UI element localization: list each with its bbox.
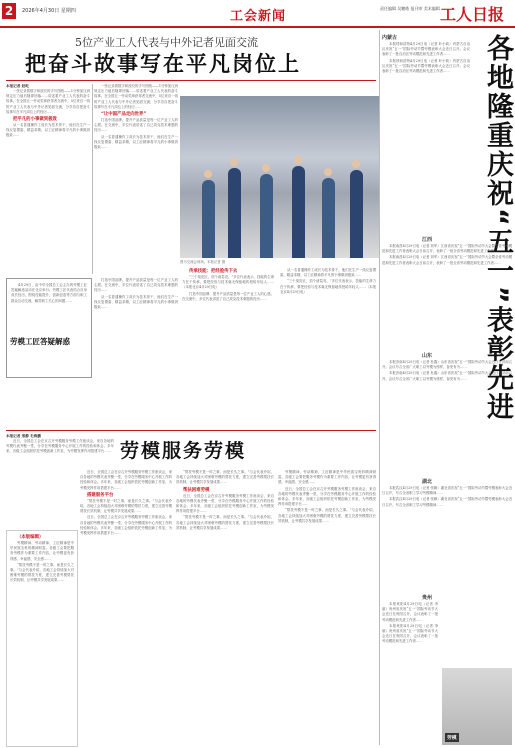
article2-column-2: “帮扶劳模不是一时之事，而是长久之事。”与会代表介绍，各地工会持续加大对困难劳模的帮扶力度，建立完善劳模帮扶长效机制，让劳模共享发展成果…… 帮扶困难劳模 近日，全国总工会在京召开劳模服务劳模工作座谈会，来自各地的劳模代表齐聚一堂，分享在劳模服务中心开展工作的经验和体会。多年来，各级工会组织依托劳模创新工作室，为劳模发挥作用搭建平台…… “帮扶劳模不是一时之事，而是长久之事。”与会代表介绍，各地工会持续加大对困难劳模的帮扶力度，建立完善劳模帮扶长效机制，让劳模共享发展成果…… (176, 470, 274, 530)
article-subhead: 5位产业工人代表与中外记者见面交流 (75, 36, 258, 49)
article-column-3 (182, 268, 274, 428)
photo-caption: 图为交流会现场。本报记者 摄 (180, 260, 226, 264)
article-paragraph: 打造中国品牌、提升产品质量是每一位产业工人的心愿。在交流中，多位代表讲述了自己攻克技术难题的经历…… (182, 291, 274, 301)
event-photo (180, 96, 380, 258)
region-news-2: 本报南昌4月29日电（记者 刘军）江西省庆祝“五一”国际劳动节大会暨全省劳动模范和先进工作者表彰大会日前召开，表彰了一批全省劳动模范和先进工作者…… 本报南昌4月29日电（记者 刘军）江西省庆祝“五一”国际劳动节大会暨全省劳动模范和先进工作者表彰大会日前召开，表彰了一批全省劳动模范和先进工作者…… (382, 244, 512, 265)
article-paragraph: 从一名普通操作工成长为技术骨干，他们在生产一线反复摸索、精益求精，以工匠精神将平凡的小事做到极致…… (6, 123, 90, 138)
article-paragraph: 从一名普通操作工成长为技术骨干，他们在生产一线反复摸索、精益求精，以工匠精神将平凡的小事做到极致…… (94, 134, 178, 150)
region-title-4: 湖北 (421, 479, 432, 485)
article-subtitle: “让中国产品走向世界” (101, 112, 147, 118)
region-news-5: 本报贵阳4月29日电（记者 李丽）贵州省庆祝“五一”国际劳动节大会近日在贵阳召开，会议表彰了一批劳动模范和先进工作者…… 本报贵阳4月29日电（记者 李丽）贵州省庆祝“五一”国际劳动节大会近日在贵阳召开，会议表彰了一批劳动模范和先进工作者…… (382, 602, 438, 644)
article-headline: 把奋斗故事写在平凡岗位上 (25, 52, 301, 76)
qa-box (6, 278, 92, 378)
article-paragraph: 一张记录着数字和波纹的手写图纸——1分钟加压到规定压力值后随即回落……讲述着产业工人代表的奋斗故事。在全国五一劳动奖章获得者交流中，5位来自一线的产业工人代表与中外记者见面交流，分享各自把奋斗故事写在平凡岗位上的经历…… (94, 84, 178, 109)
region-title-3: 山东 (421, 353, 432, 359)
page-number: 2 (2, 3, 16, 19)
region-news-3: 本报济南4月29日电（记者 杜鑫）山东省庆祝“五一”国际劳动节大会近日在济南召开。会议号召全省广大职工以劳模为榜样，奋发有为…… 本报济南4月29日电（记者 杜鑫）山东省庆祝“五一”国际劳动节大会近日在济南召开。会议号召全省广大职工以劳模为榜样，奋发有为…… (382, 360, 512, 381)
bottom-photo-caption: 劳模 (445, 733, 459, 742)
masthead (0, 0, 515, 28)
right-column-header: 内蒙古 (382, 35, 398, 41)
editorial-sidebar: （本版编辑） 劳模精神、劳动精神、工匠精神是中华民族宝贵的精神财富。各级工会要把服务劳模作为重要工作内容，让劳模更有获得感、幸福感、安全感…… “帮扶劳模不是一时之事，而是长久之事。”与会代表介绍，各地工会持续加大对困难劳模的帮扶力度，建立完善劳模帮扶长效机制，让劳模共享发展成果…… (6, 530, 78, 747)
section-title: 工会新闻 (230, 9, 287, 24)
issue-date: 2026年4月30日 星期四 (22, 8, 76, 14)
article-paragraph: “三个臭皮匠，顶个诸葛亮。”多位代表表示，技能的生命力在于传承，要把经验与技术毫无保留地传授给年轻人……（本报北京4月29日电） (280, 279, 376, 294)
right-vertical-headline: 各地隆重庆祝“五一”表彰先进 (482, 34, 513, 422)
article-paragraph: “三个臭皮匠，顶个诸葛亮。”多位代表表示，技能的生命力在于传承，要把经验与技术毫无保留地传授给年轻人……（本报北京4月29日电） (182, 275, 274, 290)
article-column-4 (280, 268, 376, 428)
region-title-2: 江西 (421, 237, 432, 243)
article2-byline: 本报记者 邢静 毛海鹏 (6, 434, 41, 438)
article-byline: 本报记者 赵屹 (6, 84, 29, 88)
headline-rule (6, 80, 376, 81)
region-news-4: 本报武汉4月29日电（记者 张翀）湖北省庆祝“五一”国际劳动节暨劳模表彰大会近日召开，号召全省职工学习劳模精神…… 本报武汉4月29日电（记者 张翀）湖北省庆祝“五一”国际劳动节暨劳模表彰大会近日召开，号召全省职工学习劳模精神…… (382, 486, 512, 507)
region-news-1: 本报呼和浩特4月29日电（记者 叶小莉）内蒙古自治区庆祝“五一”国际劳动节暨劳模表彰大会近日召开。会议表彰了一批自治区劳动模范和先进工作者…… 本报呼和浩特4月29日电（记者 叶小莉）内蒙古自治区庆祝“五一”国际劳动节暨劳模表彰大会近日召开。会议表彰了一批自治区劳动模范和先进工作者…… (382, 42, 470, 74)
article2-headline: 劳模服务劳模 (120, 440, 247, 462)
article-subtitle: 把平凡的小事做到极致 (13, 117, 57, 123)
article-subtitle: 传承技能：把经验传下去 (189, 269, 238, 274)
article-column-1 (6, 84, 90, 274)
article-column-5: 打造中国品牌、提升产品质量是每一位产业工人的心愿。在交流中，多位代表讲述了自己攻克技术难题的经历…… 从一名普通操作工成长为技术骨干，他们在生产一线反复摸索、精益求精，以工匠精神将平凡的小事做到极致…… (94, 278, 178, 310)
qa-box-title: 劳模工匠答疑解惑 (10, 337, 70, 346)
bottom-photo (442, 668, 512, 745)
article-column-2 (94, 84, 178, 274)
article2-lead: 本报记者 邢静 毛海鹏 近日，全国总工会在京召开劳模服务劳模工作座谈会，来自各地的劳模代表齐聚一堂，分享在劳模服务中心开展工作的经验和体会。多年来，各级工会组织依托劳模创新工作室，为劳模发挥作用搭建平台…… (6, 434, 114, 454)
qa-box-text: 4月29日，由中华全国总工会主办的劳模工匠答疑解惑活动在北京举行。劳模工匠代表结合自身成长经历，围绕技能提升、创新创造等方面与职工群众互动交流，解答职工关心的问题…… (11, 283, 87, 303)
article2-column-1: 近日，全国总工会在京召开劳模服务劳模工作座谈会，来自各地的劳模代表齐聚一堂，分享在劳模服务中心开展工作的经验和体会。多年来，各级工会组织依托劳模创新工作室，为劳模发挥作用搭建平台…… 搭建服务平台 “帮扶劳模不是一时之事，而是长久之事。”与会代表介绍，各地工会持续加大对困难劳模的帮扶力度，建立完善劳模帮扶长效机制，让劳模共享发展成果…… 近日，全国总工会在京召开劳模服务劳模工作座谈会，来自各地的劳模代表齐聚一堂，分享在劳模服务中心开展工作的经验和体会。多年来，各级工会组织依托劳模创新工作室，为劳模发挥作用搭建平台…… (80, 470, 172, 536)
article-paragraph: 打造中国品牌、提升产品质量是每一位产业工人的心愿。在交流中，多位代表讲述了自己攻克技术难题的经历…… (94, 118, 178, 133)
article-paragraph: 一张记录着数字和波纹的手写图纸——1分钟加压到规定压力值后随即回落……讲述着产业工人代表的奋斗故事。在全国五一劳动奖章获得者交流中，5位来自一线的产业工人代表与中外记者见面交流，分享各自把奋斗故事写在平凡岗位上的经历…… (6, 89, 90, 114)
article-paragraph: 从一名普通操作工成长为技术骨干，他们在生产一线反复摸索、精益求精，以工匠精神将平凡的小事做到极致…… (280, 268, 376, 278)
editor-credits: 责任编辑 吴鹏皓 报刊审 美术编辑 ... (380, 6, 445, 11)
newspaper-logo: 工人日报 (440, 5, 505, 24)
region-title-5: 贵州 (421, 595, 432, 601)
article2-column-3: 劳模精神、劳动精神、工匠精神是中华民族宝贵的精神财富。各级工会要把服务劳模作为重要工作内容，让劳模更有获得感、幸福感、安全感…… 近日，全国总工会在京召开劳模服务劳模工作座谈会，来自各地的劳模代表齐聚一堂，分享在劳模服务中心开展工作的经验和体会。多年来，各级工会组织依托劳模创新工作室，为劳模发挥作用搭建平台…… “帮扶劳模不是一时之事，而是长久之事。”与会代表介绍，各地工会持续加大对困难劳模的帮扶力度，建立完善劳模帮扶长效机制，让劳模共享发展成果…… (278, 470, 376, 523)
